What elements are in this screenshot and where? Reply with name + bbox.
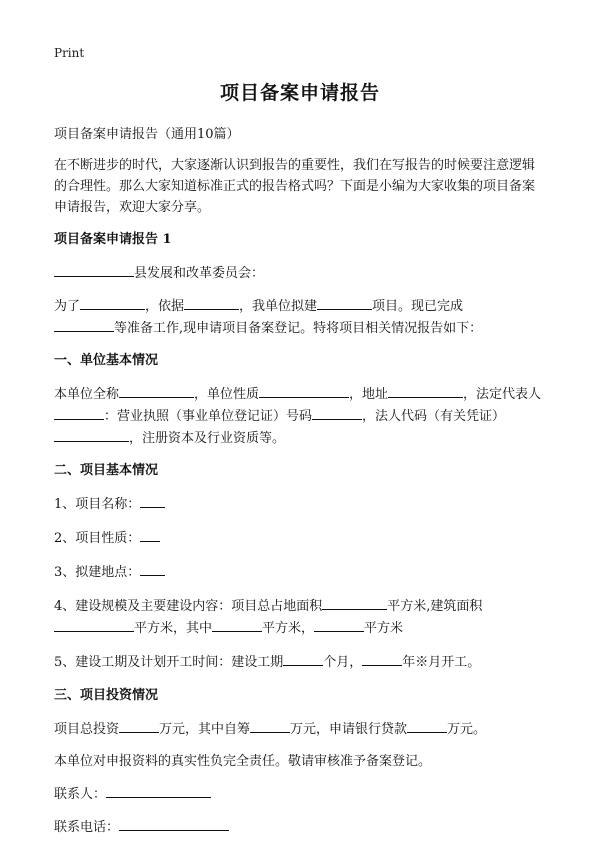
blank-field — [140, 561, 165, 576]
text-fragment: ，我单位拟建 — [239, 299, 318, 314]
blank-field — [184, 295, 239, 310]
blank-field — [322, 595, 387, 610]
item-construction-scale — [54, 595, 546, 639]
blank-field — [250, 718, 290, 733]
blank-field — [312, 405, 362, 420]
contact-line — [54, 783, 546, 805]
text-fragment: 项目总投资 — [54, 722, 120, 737]
section1-heading: 一、单位基本情况 — [54, 353, 159, 368]
blank-field — [140, 527, 160, 542]
blank-field — [106, 783, 211, 798]
text-fragment: 平方米,建筑面积 — [387, 599, 483, 614]
text-fragment: 平方米，其中 — [134, 621, 213, 636]
text-fragment: 为了 — [54, 299, 81, 314]
document-subtitle: 项目备案申请报告（通用10篇） — [54, 127, 240, 142]
text-fragment: ：营业执照（事业单位登记证）号码 — [104, 409, 313, 424]
phone-label: 联系电话： — [54, 820, 120, 835]
text-fragment: 万元，申请银行贷款 — [290, 722, 408, 737]
text-fragment: ，法人代码（有关凭证） — [362, 409, 506, 424]
text-fragment: 平方米 — [364, 621, 404, 636]
text-fragment: 等准备工作,现申请项目备案登记。特将项目相关情况报告如下： — [114, 321, 483, 336]
document-body — [54, 124, 546, 849]
blank-field — [54, 405, 104, 420]
item-project-location — [54, 561, 546, 583]
blank-field — [54, 317, 114, 332]
blank-field — [80, 295, 145, 310]
item-label: 1、项目名称： — [54, 497, 141, 512]
text-fragment: 万元，其中自筹 — [159, 722, 251, 737]
blank-field — [259, 383, 349, 398]
blank-field — [407, 718, 447, 733]
text-fragment: 年※月开工。 — [402, 655, 481, 670]
section1-paragraph — [54, 383, 546, 449]
blank-field — [283, 651, 323, 666]
blank-field — [317, 295, 372, 310]
report-heading: 项目备案申请报告 1 — [54, 232, 172, 247]
text-fragment: ，注册资本及行业资质等。 — [129, 431, 286, 446]
item-project-nature — [54, 527, 546, 549]
text-fragment: 万元。 — [447, 722, 487, 737]
item-label: 3、拟建地点： — [54, 565, 141, 580]
blank-field — [212, 617, 262, 632]
blank-field — [140, 493, 165, 508]
item-label: 2、项目性质： — [54, 531, 141, 546]
text-fragment: ，法定代表人 — [463, 387, 542, 402]
text-fragment: ，单位性质 — [194, 387, 260, 402]
purpose-paragraph — [54, 295, 546, 339]
blank-field — [54, 427, 129, 442]
text-fragment: 5、建设工期及计划开工时间：建设工期 — [54, 655, 284, 670]
section2-heading: 二、项目基本情况 — [54, 463, 159, 478]
item-project-name — [54, 493, 546, 515]
section3-heading: 三、项目投资情况 — [54, 688, 159, 703]
investment-paragraph — [54, 718, 546, 740]
addressee-text: 县发展和改革委员会： — [134, 266, 265, 281]
closing-statement: 本单位对申报资料的真实性负完全责任。敬请审核准予备案登记。 — [54, 754, 432, 769]
text-fragment: 4、建设规模及主要建设内容：项目总占地面积 — [54, 599, 323, 614]
text-fragment: ，依据 — [145, 299, 185, 314]
blank-field — [388, 383, 463, 398]
item-construction-period — [54, 651, 546, 673]
print-link[interactable]: Print — [54, 46, 85, 60]
text-fragment: 平方米， — [262, 621, 315, 636]
blank-field — [314, 617, 364, 632]
phone-line — [54, 816, 546, 838]
text-fragment: 项目。现已完成 — [372, 299, 464, 314]
blank-field — [362, 651, 402, 666]
blank-field — [54, 262, 134, 277]
blank-field — [119, 816, 229, 831]
intro-paragraph: 在不断进步的时代，大家逐渐认识到报告的重要性，我们在写报告的时候要注意逻辑的合理性。那么大家知道标准正式的报告格式吗？下面是小编为大家收集的项目备案申请报告，欢迎大家分享。 — [54, 158, 536, 215]
text-fragment: 个月， — [323, 655, 363, 670]
text-fragment: ，地址 — [349, 387, 389, 402]
blank-field — [119, 383, 194, 398]
blank-field — [119, 718, 159, 733]
document-title: 项目备案申请报告 — [219, 82, 380, 104]
addressee-line — [54, 262, 546, 284]
contact-label: 联系人： — [54, 787, 107, 802]
text-fragment: 本单位全称 — [54, 387, 120, 402]
blank-field — [54, 617, 134, 632]
